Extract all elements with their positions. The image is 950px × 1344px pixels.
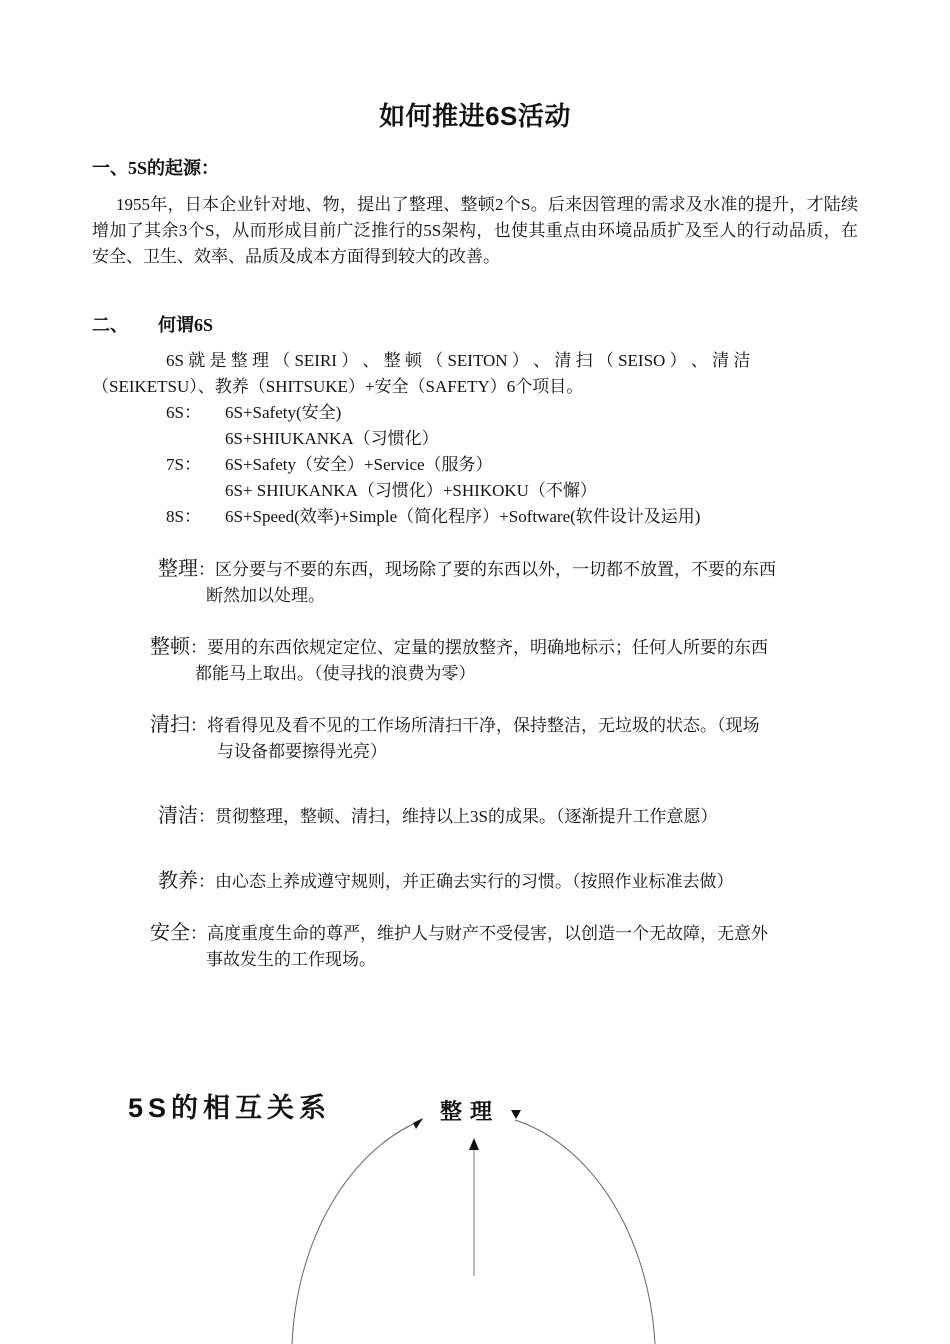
variant-text: 6S+Speed(效率)+Simple（简化程序）+Software(软件设计及运用): [225, 507, 701, 526]
definition-term: 安全: [150, 922, 190, 944]
arrowhead-left: [413, 1118, 423, 1129]
definition-shitsuke: [158, 868, 858, 895]
section2-heading: 何谓6S: [158, 315, 214, 335]
diagram-title: 5S的相互关系: [128, 1093, 332, 1123]
section1-body: 1955年，日本企业针对地、物，提出了整理、整顿2个S。后来因管理的需求及水准的提升，才陆续增加了其余3个S，从而形成目前广泛推行的5S架构，也使其重点由环境品质扩及至人的行动品质，在安全、卫生、效率、品质及成本方面得到较大的改善。: [92, 195, 858, 266]
definition-safety: [150, 920, 858, 973]
diagram-node-seiri: 整理: [440, 1099, 501, 1124]
document-title: 如何推进6S活动: [379, 101, 571, 131]
definition-text: 区分要与不要的东西，现场除了要的东西以外，一切都不放置，不要的东西: [215, 560, 776, 579]
variant-text: 6S+ SHIUKANKA（习惯化）+SHIKOKU（不懈）: [225, 481, 597, 500]
diagram-connectors: [0, 1100, 950, 1344]
definition-colon: ：: [190, 924, 207, 943]
definition-text: 要用的东西依规定定位、定量的摆放整齐，明确地标示；任何人所要的东西: [207, 638, 768, 657]
section2-heading-number: 二、: [92, 315, 128, 335]
definition-term: 教养: [158, 870, 198, 892]
definition-term: 整理: [158, 558, 198, 580]
definition-text-cont: 都能马上取出。（使寻找的浪费为零）: [195, 664, 476, 683]
arrowhead-up: [469, 1138, 479, 1150]
definition-text: 将看得见及看不见的工作场所清扫干净，保持整洁，无垃圾的状态。（现场: [207, 716, 760, 735]
definition-seiso: [150, 712, 858, 765]
section2-intro-line1: 6S 就 是 整 理 （ SEIRI ） 、 整 顿 （ SEITON ） 、 清 扫 （ SEISO ） 、 清 洁: [166, 351, 751, 370]
definition-term: 清洁: [158, 805, 198, 827]
definition-colon: ：: [198, 807, 215, 826]
section2-intro-line2: （SEIKETSU）、教养（SHITSUKE）+安全（SAFETY）6个项目。: [92, 377, 584, 396]
definition-text-cont: 断然加以处理。: [206, 586, 325, 605]
definition-text: 高度重度生命的尊严，维护人与财产不受侵害，以创造一个无故障，无意外: [207, 924, 768, 943]
section1-heading: 一、5S的起源：: [92, 158, 220, 178]
definition-text: 贯彻整理，整顿、清扫，维持以上3S的成果。（逐渐提升工作意愿）: [215, 807, 718, 826]
definition-colon: ：: [198, 560, 215, 579]
circle-arc-left: [292, 1120, 422, 1344]
definition-text-cont: 与设备都要擦得光亮）: [217, 742, 387, 761]
arrowhead-right: [511, 1110, 521, 1119]
definition-seiketsu: [158, 803, 858, 830]
variant-label: 6S：: [166, 403, 201, 422]
definition-colon: ：: [198, 872, 215, 891]
definition-seiton: [150, 634, 858, 687]
definition-text: 由心态上养成遵守规则，并正确去实行的习惯。（按照作业标准去做）: [215, 872, 734, 891]
definition-colon: ：: [190, 638, 207, 657]
variant-text: 6S+Safety(安全): [225, 403, 342, 422]
circle-arc-right: [515, 1120, 655, 1344]
definition-seiri: [158, 556, 858, 609]
variant-label: 7S：: [166, 455, 201, 474]
definition-term: 整顿: [150, 636, 190, 658]
definition-colon: ：: [190, 716, 207, 735]
definition-text-cont: 事故发生的工作现场。: [206, 950, 376, 969]
definition-term: 清扫: [150, 714, 190, 736]
variant-label: 8S：: [166, 507, 201, 526]
variant-text: 6S+SHIUKANKA（习惯化）: [225, 429, 439, 448]
variant-text: 6S+Safety（安全）+Service（服务）: [225, 455, 493, 474]
